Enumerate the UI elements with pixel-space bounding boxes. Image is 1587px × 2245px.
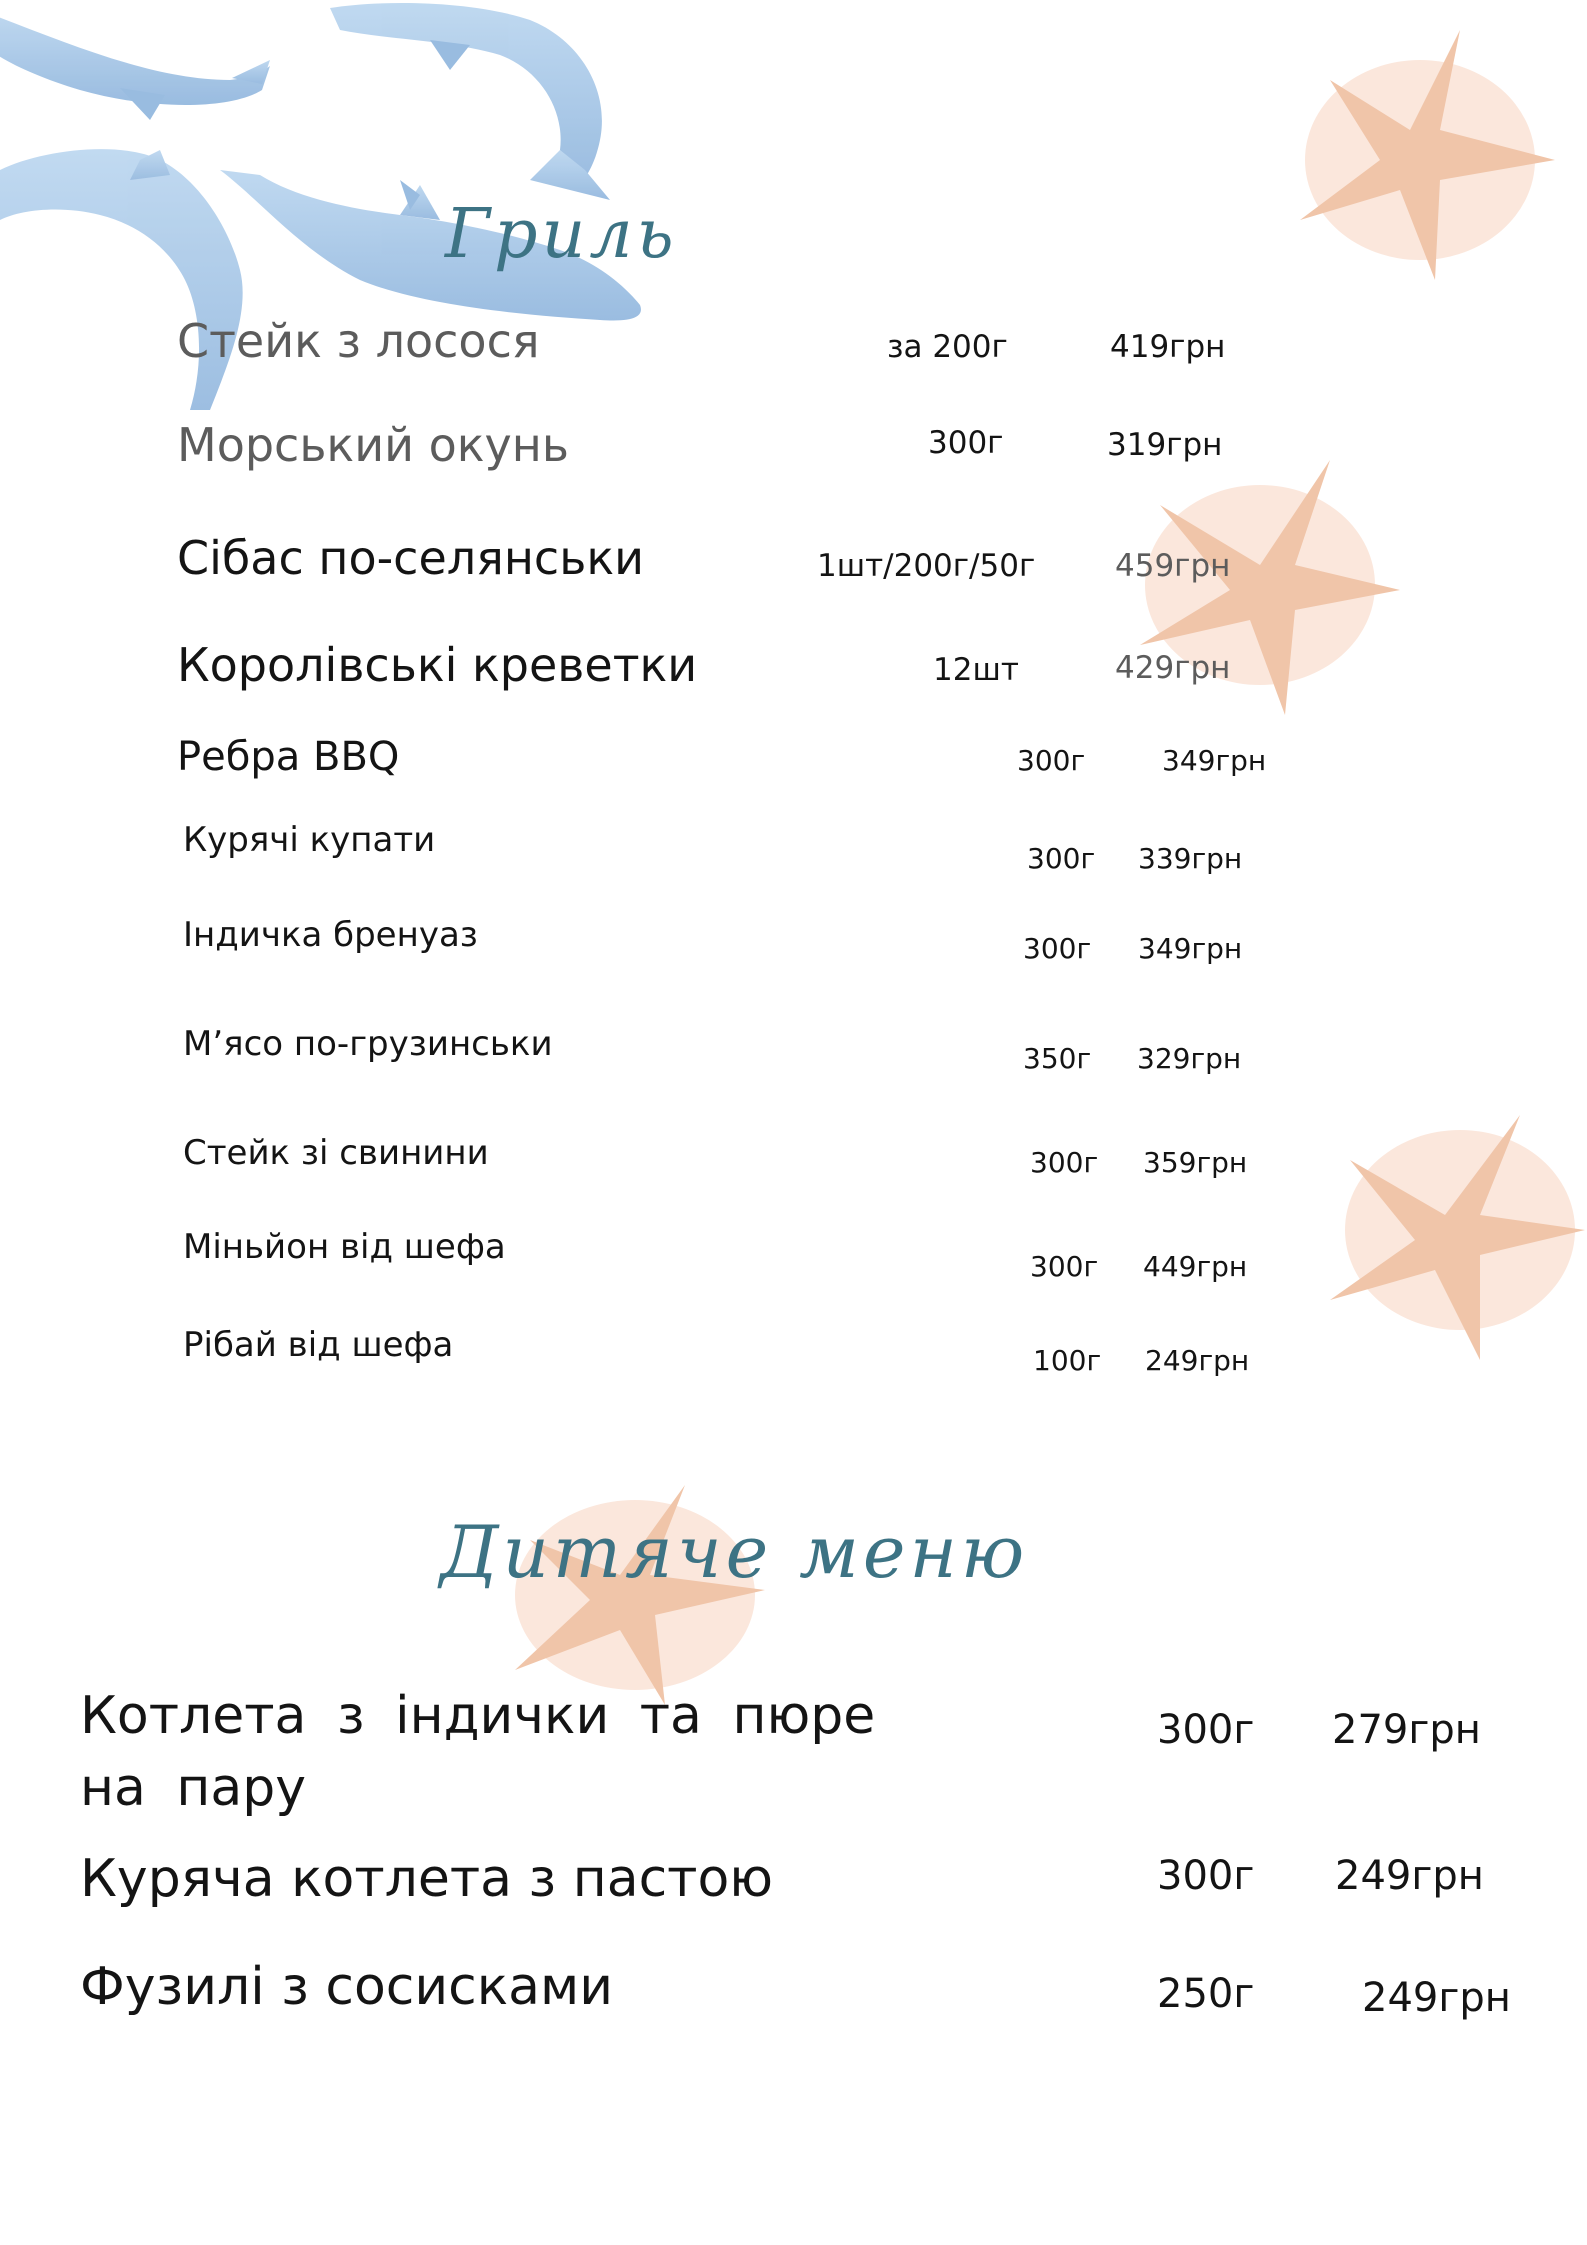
dolphin-icon (330, 3, 610, 200)
menu-item-price: 459грн (1115, 548, 1231, 584)
menu-item-weight: 300г (1017, 744, 1086, 777)
kids-item-name: Куряча котлета з пастою (80, 1849, 774, 1909)
menu-item-weight: 1шт/200г/50г (817, 548, 1036, 584)
menu-item-price: 339грн (1138, 842, 1243, 875)
menu-item-weight: 300г (1030, 1250, 1099, 1283)
menu-item-name: Стейк зі свинини (183, 1133, 489, 1173)
starfish-illustration (1320, 1110, 1587, 1370)
menu-item-name: Рібай від шефа (183, 1325, 454, 1365)
menu-item-name: Сібас по-селянськи (177, 531, 645, 585)
menu-item-weight: 300г (1030, 1146, 1099, 1179)
kids-item-price: 249грн (1335, 1853, 1484, 1899)
kids-item-name: Котлета з індички та пюре на пару (80, 1686, 876, 1818)
menu-item-weight: 300г (1023, 932, 1092, 965)
starfish-illustration (1290, 20, 1570, 290)
kids-item-weight: 250г (1157, 1971, 1255, 2017)
menu-item-price: 329грн (1137, 1042, 1242, 1075)
menu-item-price: 249грн (1145, 1344, 1250, 1377)
menu-item-price: 449грн (1143, 1250, 1248, 1283)
menu-item-price: 349грн (1162, 744, 1267, 777)
kids-item-weight: 300г (1157, 1707, 1255, 1753)
menu-item-weight: 12шт (933, 652, 1019, 688)
section-title-kids: Дитяче меню (440, 1510, 1029, 1594)
kids-item-weight: 300г (1157, 1853, 1255, 1899)
menu-item-weight: 300г (1027, 842, 1096, 875)
menu-item-name: Ребра BBQ (177, 734, 400, 780)
menu-item-price: 349грн (1138, 932, 1243, 965)
kids-item-price: 249грн (1362, 1975, 1511, 2021)
menu-item-name: Стейк з лосося (177, 314, 540, 368)
kids-item-price: 279грн (1332, 1707, 1481, 1753)
menu-item-weight: 100г (1033, 1344, 1102, 1377)
menu-item-price: 429грн (1115, 650, 1231, 686)
menu-item-price: 419грн (1110, 329, 1226, 365)
menu-item-price: 319грн (1107, 427, 1223, 463)
menu-item-name: Королівські креветки (177, 638, 698, 692)
menu-item-weight: за 200г (887, 329, 1008, 365)
menu-item-price: 359грн (1143, 1146, 1248, 1179)
menu-item-name: Курячі купати (183, 820, 436, 860)
dolphin-icon (0, 149, 243, 410)
menu-item-weight: 300г (928, 425, 1004, 461)
dolphin-icon (0, 10, 270, 120)
menu-item-name: Міньйон від шефа (183, 1227, 506, 1267)
menu-item-name: Морський окунь (177, 418, 569, 472)
section-title-grill: Гриль (445, 195, 678, 274)
menu-item-name: Індичка бренуаз (183, 915, 478, 955)
menu-item-name: М’ясо по-грузинськи (183, 1024, 553, 1064)
kids-item-name: Фузилі з сосисками (80, 1957, 614, 2017)
menu-item-weight: 350г (1023, 1042, 1092, 1075)
